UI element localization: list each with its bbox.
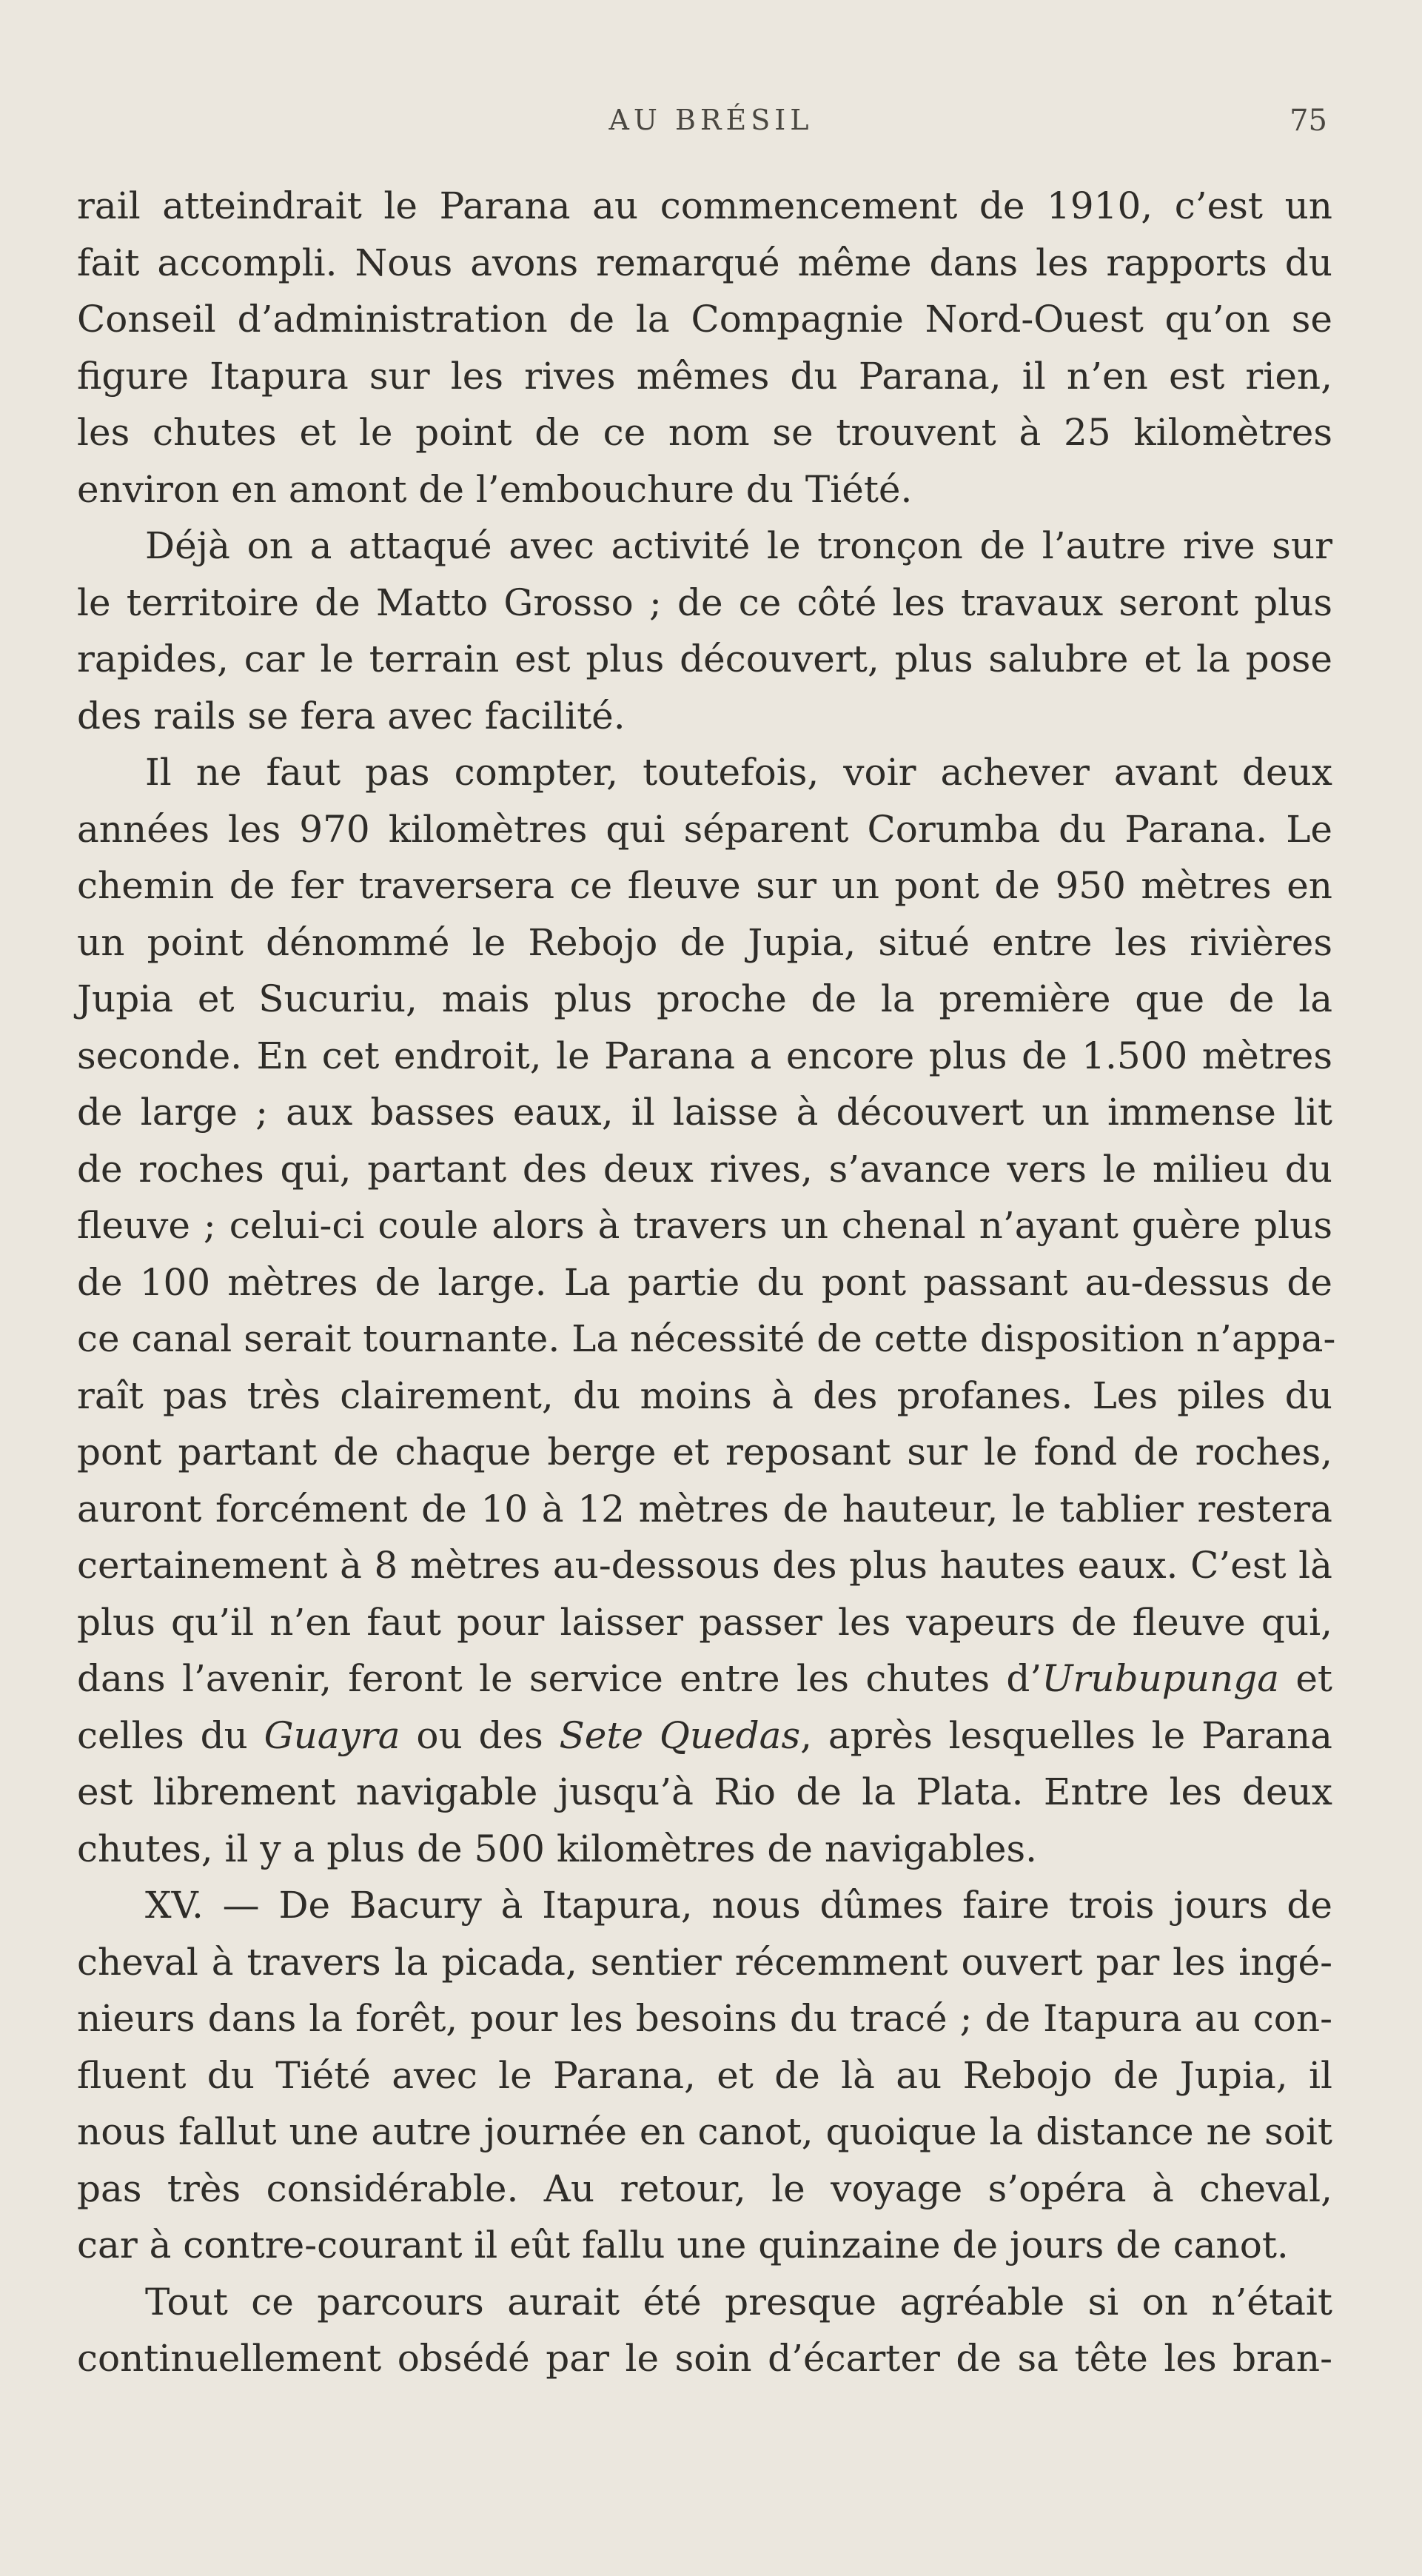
text-line: cheval à travers la picada, sentier récemment ouvert par les ingé- bbox=[77, 1940, 1332, 1984]
text-line: XV. — De Bacury à Itapura, nous dûmes faire trois jours de bbox=[145, 1884, 1332, 1927]
text-run: dans l’avenir, feront le service entre les chutes d’ bbox=[77, 1657, 1042, 1700]
text-line: fluent du Tiété avec le Parana, et de là au Rebojo de Jupia, il bbox=[77, 2053, 1332, 2097]
page-number: 75 bbox=[1289, 104, 1327, 138]
text-line: nous fallut une autre journée en canot, quoique la distance ne soit bbox=[77, 2110, 1332, 2153]
text-line: Conseil d’administration de la Compagnie Nord-Ouest qu’on se bbox=[77, 298, 1332, 341]
text-line: rail atteindrait le Parana au commencement de 1910, c’est un bbox=[77, 184, 1332, 227]
text-line: années les 970 kilomètres qui séparent Corumba du Parana. Le bbox=[77, 807, 1332, 851]
text-line: de 100 mètres de large. La partie du pont passant au-dessus de bbox=[77, 1260, 1332, 1304]
text-line: car à contre-courant il eût fallu une quinzaine de jours de canot. bbox=[77, 2224, 1289, 2266]
text-run: ou des bbox=[400, 1713, 560, 1757]
text-line: est librement navigable jusqu’à Rio de la Plata. Entre les deux bbox=[77, 1770, 1332, 1813]
text-run: celles du bbox=[77, 1713, 264, 1757]
text-line: certainement à 8 mètres au-dessous des plus hautes eaux. C’est là bbox=[77, 1544, 1332, 1587]
body-text bbox=[77, 178, 1336, 2387]
text-line: le territoire de Matto Grosso ; de ce côté les travaux seront plus bbox=[77, 581, 1332, 624]
text-line: Déjà on a attaqué avec activité le tronçon de l’autre rive sur bbox=[145, 524, 1332, 567]
text-line: un point dénommé le Rebojo de Jupia, situé entre les rivières bbox=[77, 920, 1332, 964]
text-line: raît pas très clairement, du moins à des profanes. Les piles du bbox=[77, 1374, 1332, 1417]
text-line: des rails se fera avec facilité. bbox=[77, 694, 626, 737]
text-line: fait accompli. Nous avons remarqué même dans les rapports du bbox=[77, 241, 1332, 284]
text-line bbox=[77, 1707, 1332, 1764]
text-run: et bbox=[1279, 1657, 1332, 1700]
text-line: de large ; aux basses eaux, il laisse à découvert un immense lit bbox=[77, 1091, 1332, 1134]
text-line: Il ne faut pas compter, toutefois, voir achever avant deux bbox=[145, 751, 1332, 794]
text-line: nieurs dans la forêt, pour les besoins du tracé ; de Itapura au con- bbox=[77, 1997, 1332, 2040]
text-line: pas très considérable. Au retour, le voyage s’opéra à cheval, bbox=[77, 2167, 1332, 2210]
text-line: de roches qui, partant des deux rives, s’avance vers le milieu du bbox=[77, 1147, 1332, 1191]
running-title: AU BRÉSIL bbox=[608, 104, 814, 136]
text-line: chemin de fer traversera ce fleuve sur un pont de 950 mètres en bbox=[77, 864, 1332, 907]
text-line: auront forcément de 10 à 12 mètres de hauteur, le tablier restera bbox=[77, 1487, 1332, 1530]
text-line: continuellement obsédé par le soin d’écarter de sa tête les bran- bbox=[77, 2337, 1332, 2380]
text-line: Jupia et Sucuriu, mais plus proche de la première que de la bbox=[77, 977, 1332, 1020]
text-line: seconde. En cet endroit, le Parana a encore plus de 1.500 mètres bbox=[77, 1034, 1332, 1077]
page-header bbox=[0, 104, 1422, 148]
text-line: les chutes et le point de ce nom se trouvent à 25 kilomètres bbox=[77, 411, 1332, 454]
text-line: plus qu’il n’en faut pour laisser passer les vapeurs de fleuve qui, bbox=[77, 1600, 1332, 1644]
italic-place-name: Sete Quedas bbox=[559, 1713, 801, 1757]
italic-place-name: Urubupunga bbox=[1042, 1657, 1280, 1700]
text-line: fleuve ; celui-ci coule alors à travers un chenal n’ayant guère plus bbox=[77, 1204, 1332, 1247]
text-line: Tout ce parcours aurait été presque agréable si on n’était bbox=[145, 2280, 1332, 2324]
text-line: figure Itapura sur les rives mêmes du Parana, il n’en est rien, bbox=[77, 354, 1332, 398]
text-line: environ en amont de l’embouchure du Tiété. bbox=[77, 467, 913, 511]
text-line bbox=[77, 1650, 1332, 1707]
text-line: chutes, il y a plus de 500 kilomètres de navigables. bbox=[77, 1827, 1038, 1870]
text-line: ce canal serait tournante. La nécessité de cette disposition n’appa- bbox=[77, 1317, 1336, 1360]
text-run: , après lesquelles le Parana bbox=[800, 1713, 1332, 1757]
text-line: pont partant de chaque berge et reposant sur le fond de roches, bbox=[77, 1431, 1332, 1473]
text-line: rapides, car le terrain est plus découvert, plus salubre et la pose bbox=[77, 638, 1332, 680]
italic-place-name: Guayra bbox=[264, 1713, 400, 1757]
